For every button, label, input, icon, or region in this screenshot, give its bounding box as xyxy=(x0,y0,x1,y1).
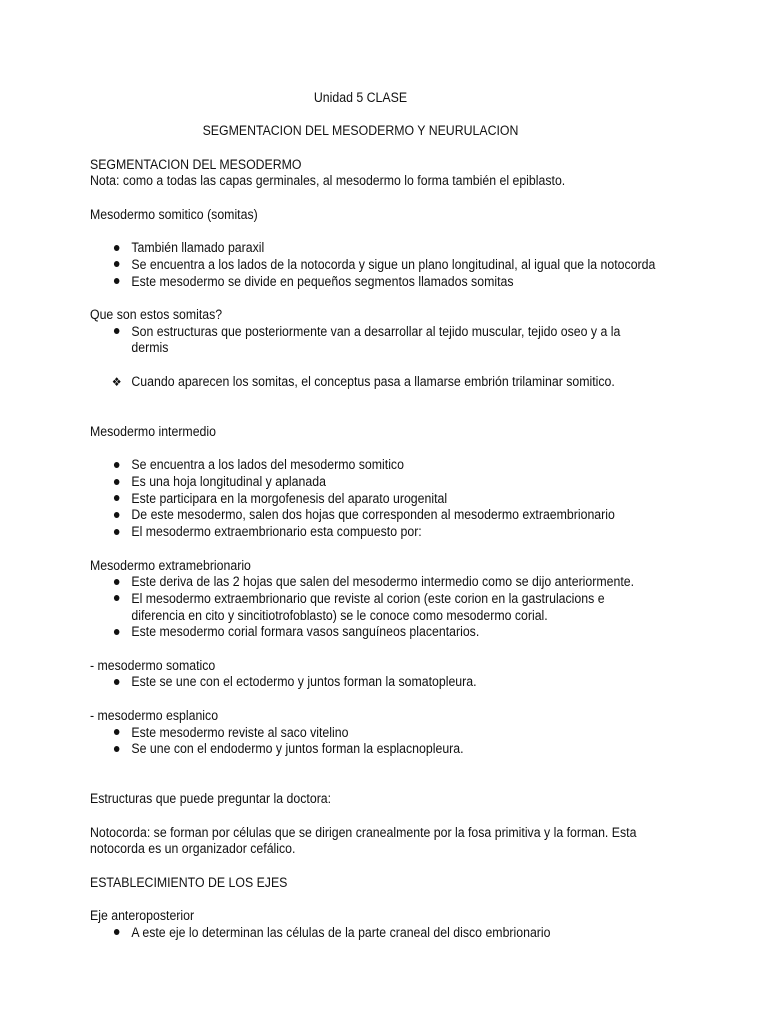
notocorda-text: Notocorda: se forman por células que se dirigen cranealmente por la fosa primitiva y la forman. Esta notocorda es un organizador cefálico. xyxy=(90,824,637,857)
question-somitas: Que son estos somitas? xyxy=(90,307,223,323)
extra-list xyxy=(90,574,659,641)
list-item: Este se une con el ectodermo y juntos forman la somatopleura. xyxy=(90,674,659,691)
section-heading-extraembrionario: Mesodermo extramebrionario xyxy=(90,557,251,573)
section-heading-segmentacion: SEGMENTACION DEL MESODERMO xyxy=(90,156,302,172)
list-item: ❖ Cuando aparecen los somitas, el conceptus pasa a llamarse embrión trilaminar somitico. xyxy=(111,373,615,389)
list-item: Este participara en la morgofenesis del aparato urogenital xyxy=(90,491,659,508)
list-item: Este mesodermo se divide en pequeños segmentos llamados somitas xyxy=(90,274,659,291)
list-item: El mesodermo extraembrionario esta compuesto por: xyxy=(90,524,659,541)
bullet-icon xyxy=(110,457,123,474)
bullet-icon xyxy=(110,257,123,274)
list-item: Este mesodermo reviste al saco vitelino xyxy=(90,725,659,742)
subheading-anteroposterior: Eje anteroposterior xyxy=(90,908,195,924)
diamond-list xyxy=(90,374,659,391)
section-heading-intermedio: Mesodermo intermedio xyxy=(90,423,216,439)
ejes-list xyxy=(90,925,659,942)
bullet-icon xyxy=(110,574,123,591)
bullet-icon xyxy=(110,741,123,758)
bullet-icon xyxy=(110,474,123,491)
list-item: Este deriva de las 2 hojas que salen del mesodermo intermedio como se dijo anteriormente. xyxy=(90,574,659,591)
diamond-bullet-icon: ❖ xyxy=(111,374,122,389)
document-title: Unidad 5 CLASE xyxy=(313,90,408,105)
somatico-list xyxy=(90,674,659,691)
bullet-icon xyxy=(110,925,123,942)
list-item: A este eje lo determinan las células de la parte craneal del disco embrionario xyxy=(90,925,659,942)
section-heading-ejes: ESTABLECIMIENTO DE LOS EJES xyxy=(90,874,288,890)
list-item: Son estructuras que posteriormente van a desarrollar al tejido muscular, tejido oseo y a la dermis xyxy=(90,324,659,357)
bullet-icon xyxy=(110,591,123,608)
list-item: Se encuentra a los lados del mesodermo somitico xyxy=(90,457,659,474)
section-heading-somitico: Mesodermo somitico (somitas) xyxy=(90,206,258,222)
estructuras-text: Estructuras que puede preguntar la doctora: xyxy=(90,791,332,807)
bullet-icon xyxy=(110,491,123,508)
bullet-icon xyxy=(110,624,123,641)
bullet-icon xyxy=(110,725,123,742)
somitas-list xyxy=(90,324,659,357)
note-text: Nota: como a todas las capas germinales, al mesodermo lo forma también el epiblasto. xyxy=(90,173,566,189)
bullet-icon xyxy=(110,274,123,291)
list-item: Es una hoja longitudinal y aplanada xyxy=(90,474,659,491)
list-item: Se une con el endodermo y juntos forman la esplacnopleura. xyxy=(90,741,659,758)
bullet-icon xyxy=(110,507,123,524)
list-item: También llamado paraxil xyxy=(90,240,659,257)
section-heading-somatico: - mesodermo somatico xyxy=(90,657,216,673)
list-item: Se encuentra a los lados de la notocorda y sigue un plano longitudinal, al igual que la notocorda xyxy=(90,257,659,274)
bullet-icon xyxy=(110,524,123,541)
document-subtitle: SEGMENTACION DEL MESODERMO Y NEURULACION xyxy=(202,123,519,139)
esplanico-list xyxy=(90,725,659,758)
document-page xyxy=(7,0,714,1024)
list-item: Este mesodermo corial formara vasos sanguíneos placentarios. xyxy=(90,624,659,641)
bullet-icon xyxy=(110,324,123,341)
bullet-icon xyxy=(110,240,123,257)
list-item: El mesodermo extraembrionario que reviste al corion (este corion en la gastrulacions e diferencia en cito y sincitiotrofoblasto) se le conoce como mesodermo corial. xyxy=(90,591,659,624)
list-item: De este mesodermo, salen dos hojas que corresponden al mesodermo extraembrionario xyxy=(90,507,659,524)
somitico-list xyxy=(90,240,659,290)
intermedio-list xyxy=(90,457,659,541)
bullet-icon xyxy=(110,674,123,691)
section-heading-esplanico: - mesodermo esplanico xyxy=(90,707,219,723)
